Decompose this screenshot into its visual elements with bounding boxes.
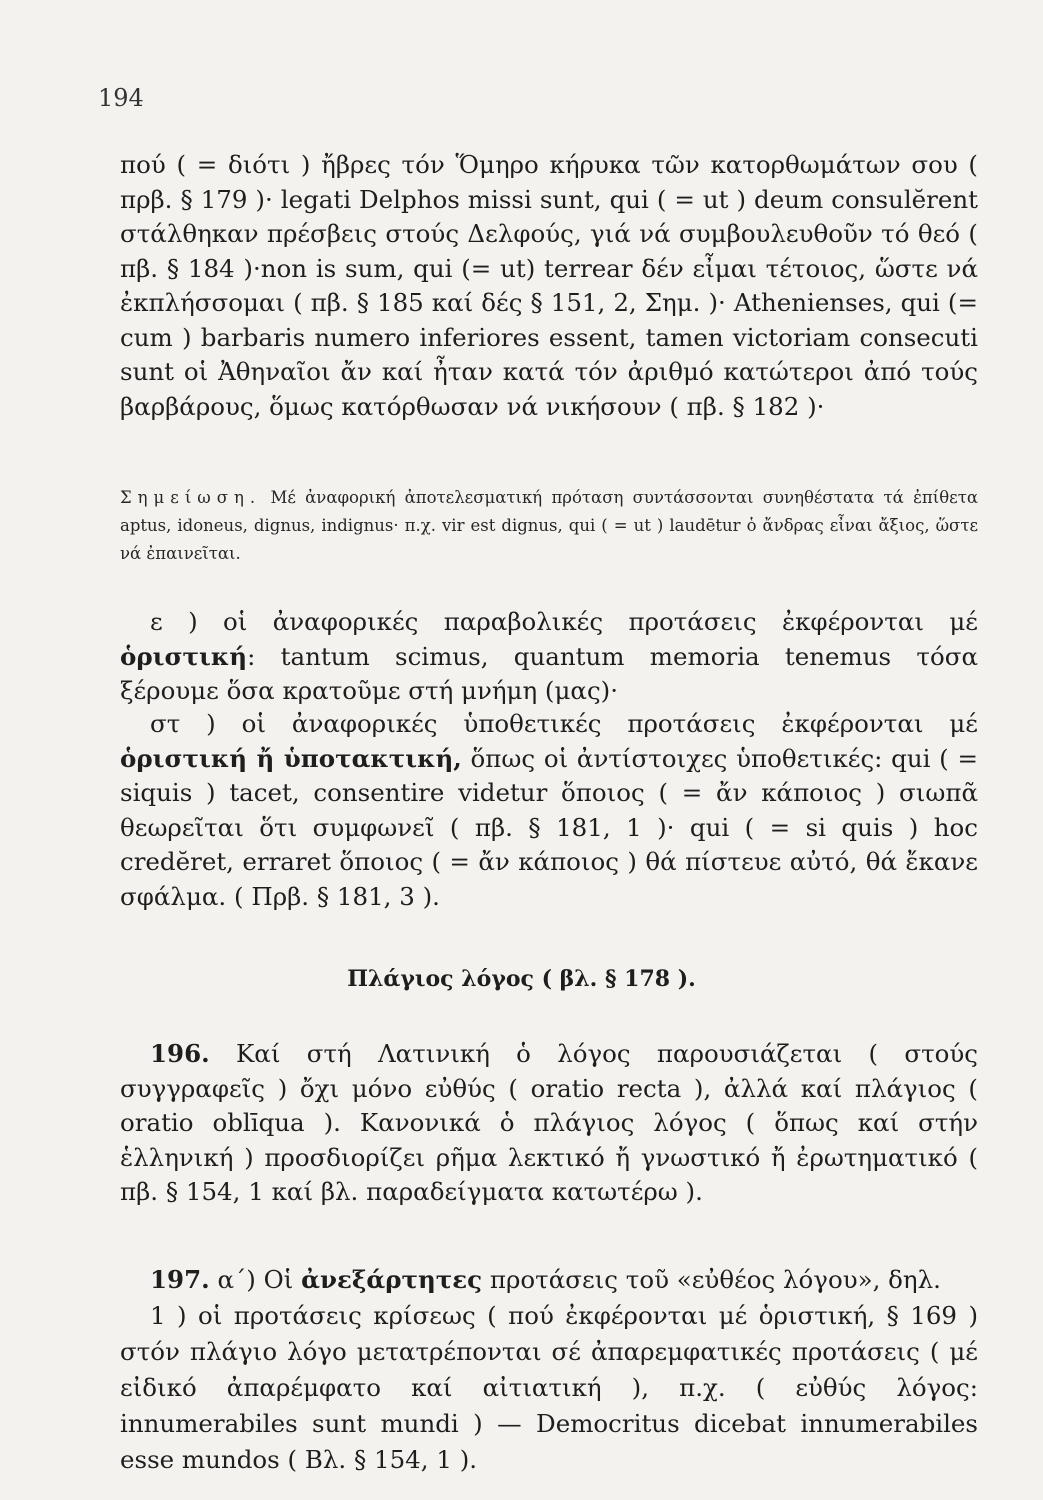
- note-remark: [120, 484, 978, 568]
- para-197-sub-1: 1 ) οἱ προτάσεις κρίσεως ( πού ἐκφέρονται μέ ὁριστική, § 169 ) στόν πλάγιο λόγο μετατρέπονται σέ ἀπαρεμφατικές προτάσεις ( μέ εἰδικό ἀπαρέμφατο καί αἰτιατική ), π.χ. ( εὐθύς λόγος: innumerabiles sunt mundi ) — Democritus dicebat innumerabiles esse mundos ( Βλ. § 154, 1 ).: [120, 1301, 978, 1474]
- para-e-bold: ὁριστική: [120, 641, 248, 671]
- paragraph-e-comparative-clauses: [120, 605, 978, 709]
- para-e-lead: ε ) οἱ ἀναφορικές παραβολικές προτάσεις ἐκφέρονται μέ: [150, 607, 978, 636]
- para-st-lead: στ ) οἱ ἀναφορικές ὑποθετικές προτάσεις ἐκφέρονται μέ: [150, 709, 978, 738]
- para-197-label: α΄) Οἱ: [209, 1265, 302, 1294]
- para-st-bold: ὁριστική ἤ ὑποτακτική,: [120, 743, 462, 773]
- paragraph-197: [120, 1262, 978, 1478]
- para-e-rest: : tantum scimus, quantum memoria tenemus τόσα ξέρουμε ὅσα κρατοῦμε στή μνήμη (μας)·: [120, 641, 978, 705]
- paragraph-196: [120, 1037, 978, 1210]
- para-197-rest: προτάσεις τοῦ «εὐθέος λόγου», δηλ.: [482, 1265, 941, 1294]
- para-st-rest: ὅπως οἱ ἀντίστοιχες ὑποθετικές: qui ( = siquis ) tacet, consentire videtur ὅποιος ( = ἄν κάποιος ) σιωπᾶ θεωρεῖται ὅτι συμφωνεῖ ( πβ. § 181, 1 )· qui ( = si quis ) hoc credĕret, erraret ὅποιος ( = ἄν κάποιος ) θά πίστευε αὐτό, θά ἔκανε σφάλμα. ( Πρβ. § 181, 3 ).: [120, 743, 978, 911]
- page-number: 194: [98, 84, 144, 112]
- paragraph-relative-clauses-examples: πού ( = διότι ) ἤβρες τόν Ὅμηρο κήρυκα τῶν κατορθωμάτων σου ( πρβ. § 179 )· legati Delphos missi sunt, qui ( = ut ) deum consulĕrent στάλθηκαν πρέσβεις στούς Δελφούς, γιά νά συμβουλευθοῦν τό θεό ( πβ. § 184 )·non is sum, qui (= ut) terrear δέν εἶμαι τέτοιος, ὥστε νά ἐκπλήσσομαι ( πβ. § 185 καί δές § 151, 2, Σημ. )· Athenienses, qui (= cum ) barbaris numero inferiores essent, tamen victoriam consecuti sunt οἱ Ἀθηναῖοι ἄν καί ἦταν κατά τόν ἀριθμό κατώτεροι ἀπό τούς βαρβάρους, ὅμως κατόρθωσαν νά νικήσουν ( πβ. § 182 )·: [120, 150, 978, 421]
- section-heading-indirect-speech: Πλάγιος λόγος ( βλ. § 178 ).: [347, 966, 696, 992]
- para-197-number: 197.: [150, 1265, 210, 1294]
- paragraph-st-conditional-clauses: [120, 707, 978, 914]
- note-text: Μέ ἀναφορική ἀποτελεσματική πρόταση συντάσσονται συνηθέστατα τά ἐπίθετα aptus, idoneus, dignus, indignus· π.χ. vir est dignus, qui ( = ut ) laudētur ὁ ἄνδρας εἶναι ἄξιος, ὥστε νά ἐπαινεῖται.: [120, 488, 979, 563]
- para-196-text: Καί στή Λατινική ὁ λόγος παρουσιάζεται ( στούς συγγραφεῖς ) ὄχι μόνο εὐθύς ( oratio recta ), ἀλλά καί πλάγιος ( oratio oblīqua ). Κανονικά ὁ πλάγιος λόγος ( ὅπως καί στήν ἑλληνική ) προσδιορίζει ρῆμα λεκτικό ἤ γνωστικό ἤ ἐρωτηματικό ( πβ. § 154, 1 καί βλ. παραδείγματα κατωτέρω ).: [120, 1039, 978, 1206]
- note-label: Σημείωση.: [120, 488, 262, 507]
- para-197-bold: ἀνεξάρτητες: [301, 1265, 483, 1294]
- para-197-intro: [120, 1262, 978, 1298]
- para-196-number: 196.: [150, 1039, 210, 1068]
